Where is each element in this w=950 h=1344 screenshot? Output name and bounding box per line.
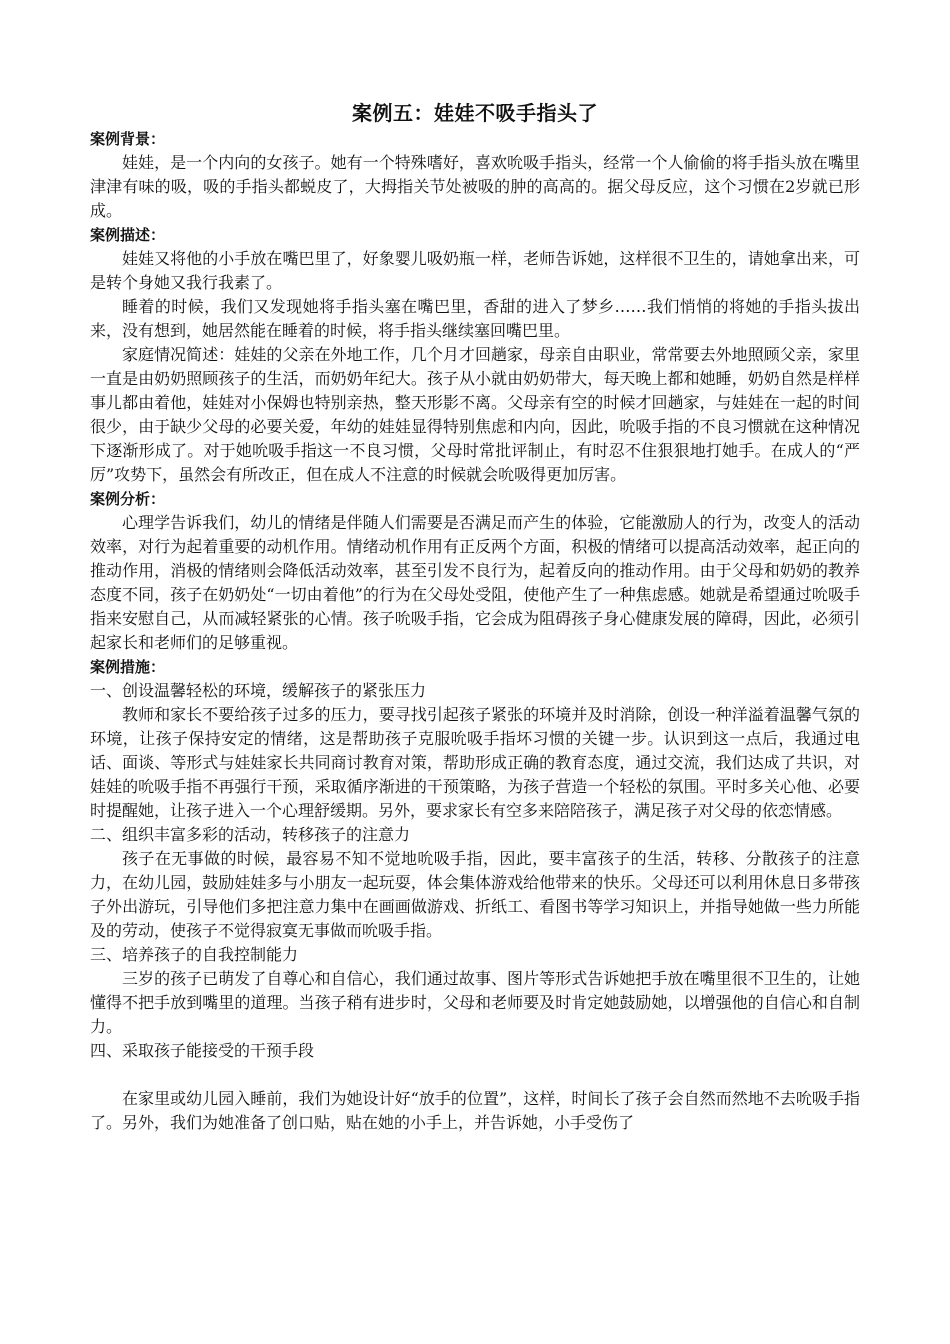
measure-3-title: 三、培养孩子的自我控制能力: [90, 945, 299, 964]
section-heading-description: 案例描述：: [90, 226, 166, 244]
background-paragraph: 娃娃，是一个内向的女孩子。她有一个特殊嗜好，喜欢吮吸手指头，经常一个人偷偷的将手指头放在嘴里津津有味的吸，吸的手指头都蜕皮了，大拇指关节处被吸的肿的高高的。据父母反应，这个习惯在2岁就已形成。: [90, 153, 860, 220]
description-paragraph-2: 睡着的时候，我们又发现她将手指头塞在嘴巴里，香甜的进入了梦乡……我们悄悄的将她的手指头拔出来，没有想到，她居然能在睡着的时候，将手指头继续塞回嘴巴里。: [90, 297, 860, 340]
measure-1-title: 一、创设温馨轻松的环境，缓解孩子的紧张压力: [90, 681, 427, 700]
measure-3-text: 三岁的孩子已萌发了自尊心和自信心，我们通过故事、图片等形式告诉她把手放在嘴里很不卫生的，让她懂得不把手放到嘴里的道理。当孩子稍有进步时，父母和老师要及时肯定她鼓励她，以增强他的自信心和自制力。: [90, 969, 860, 1036]
page-title: 案例五：娃娃不吸手指头了: [352, 101, 598, 125]
section-heading-background: 案例背景：: [90, 130, 166, 148]
section-heading-measures: 案例措施：: [90, 658, 166, 676]
measure-4-title: 四、采取孩子能接受的干预手段: [90, 1041, 315, 1060]
section-heading-analysis: 案例分析：: [90, 490, 166, 508]
description-paragraph-3: 家庭情况简述：娃娃的父亲在外地工作，几个月才回趟家，母亲自由职业，常常要去外地照顾父亲，家里一直是由奶奶照顾孩子的生活，而奶奶年纪大。孩子从小就由奶奶带大，每天晚上都和她睡，奶奶自然是样样事儿都由着他，娃娃对小保姆也特别亲热，整天形影不离。父母亲有空的时候才回趟家，与娃娃在一起的时间很少，由于缺少父母的必要关爱，年幼的娃娃显得特别焦虑和内向，因此，吮吸手指的不良习惯就在这种情况下逐渐形成了。对于她吮吸手指这一不良习惯，父母时常批评制止，有时忍不住狠狠地打她手。在成人的“严厉”攻势下，虽然会有所改正，但在成人不注意的时候就会吮吸得更加厉害。: [90, 345, 860, 484]
blank-line: [90, 1063, 860, 1087]
measure-2-title: 二、组织丰富多彩的活动，转移孩子的注意力: [90, 825, 411, 844]
measure-2-text: 孩子在无事做的时候，最容易不知不觉地吮吸手指，因此，要丰富孩子的生活，转移、分散孩子的注意力，在幼儿园，鼓励娃娃多与小朋友一起玩耍，体会集体游戏给他带来的快乐。父母还可以利用休息日多带孩子外出游玩，引导他们多把注意力集中在画画做游戏、折纸工、看图书等学习知识上，并指导她做一些力所能及的劳动，使孩子不觉得寂寞无事做而吮吸手指。: [90, 849, 860, 940]
document-body: [90, 100, 860, 1135]
analysis-paragraph: 心理学告诉我们，幼儿的情绪是伴随人们需要是否满足而产生的体验，它能激励人的行为，改变人的活动效率，对行为起着重要的动机作用。情绪动机作用有正反两个方面，积极的情绪可以提高活动效率，起正向的推动作用，消极的情绪则会降低活动效率，甚至引发不良行为，起着反向的推动作用。由于父母和奶奶的教养态度不同，孩子在奶奶处“一切由着他”的行为在父母处受阻，使他产生了一种焦虑感。她就是希望通过吮吸手指来安慰自己，从而减轻紧张的心情。孩子吮吸手指，它会成为阻碍孩子身心健康发展的障碍，因此，必须引起家长和老师们的足够重视。: [90, 513, 860, 652]
measure-1-text: 教师和家长不要给孩子过多的压力，要寻找引起孩子紧张的环境并及时消除，创设一种洋溢着温馨气氛的环境，让孩子保持安定的情绪，这是帮助孩子克服吮吸手指坏习惯的关键一步。认识到这一点后，我通过电话、面谈、等形式与娃娃家长共同商讨教育对策，帮助形成正确的教育态度，通过交流，我们达成了共识，对娃娃的吮吸手指不再强行干预，采取循序渐进的干预策略，为孩子营造一个轻松的氛围。平时多关心他、必要时提醒她，让孩子进入一个心理舒缓期。另外，要求家长有空多来陪陪孩子，满足孩子对父母的依恋情感。: [90, 705, 860, 820]
description-paragraph-1: 娃娃又将他的小手放在嘴巴里了，好象婴儿吸奶瓶一样，老师告诉她，这样很不卫生的，请她拿出来，可是转个身她又我行我素了。: [90, 249, 860, 292]
measure-4-text: 在家里或幼儿园入睡前，我们为她设计好“放手的位置”，这样，时间长了孩子会自然而然地不去吮吸手指了。另外，我们为她准备了创口贴，贴在她的小手上，并告诉她，小手受伤了: [90, 1089, 860, 1132]
